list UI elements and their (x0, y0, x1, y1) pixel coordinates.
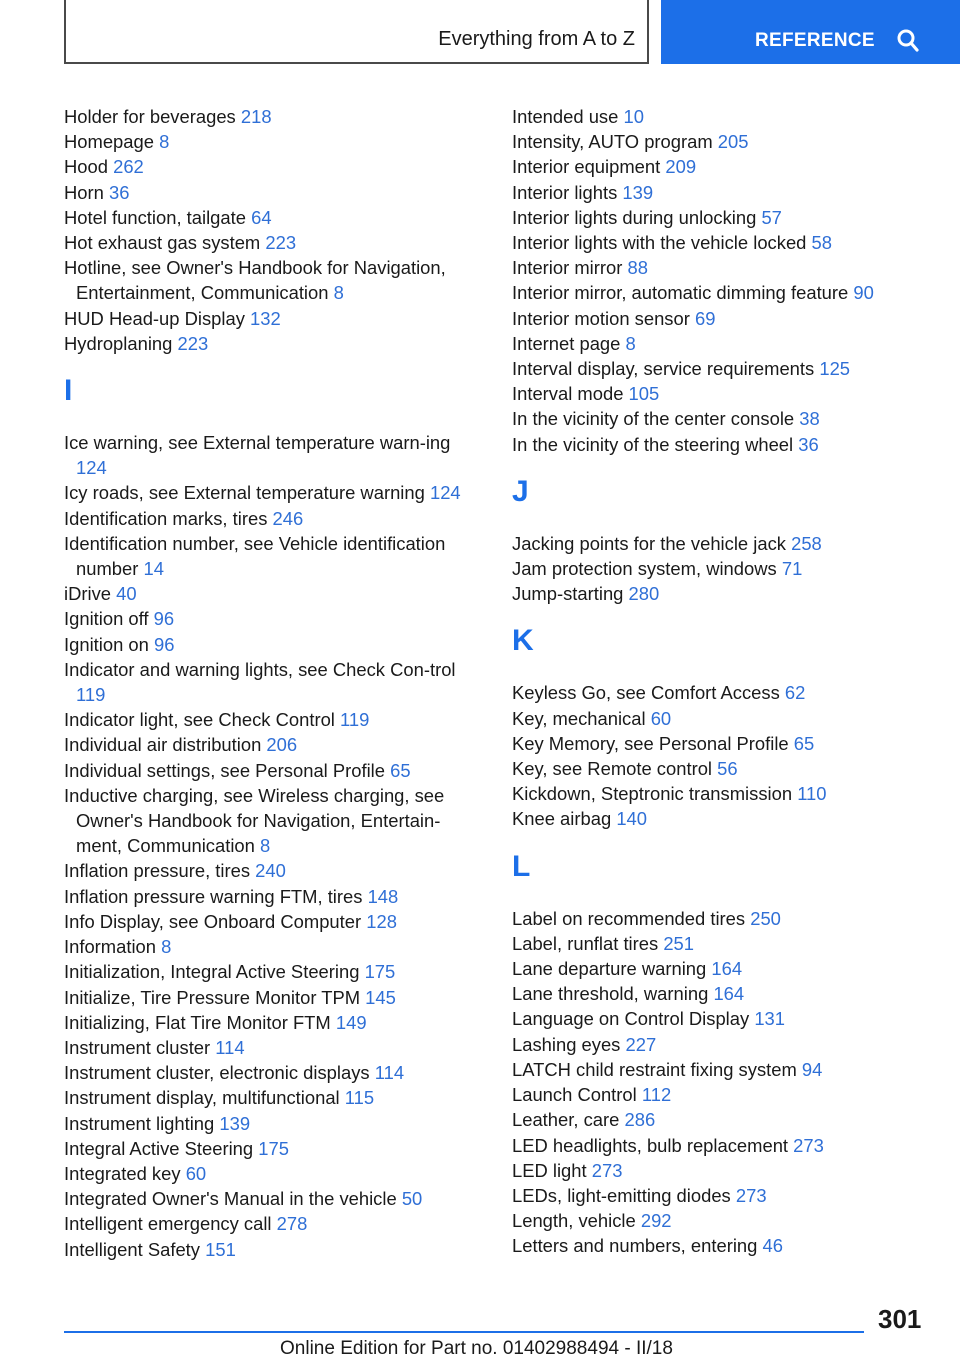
index-entry-text: Inflation pressure warning FTM, tires (64, 885, 363, 907)
page-link[interactable]: 145 (365, 986, 396, 1008)
page-link[interactable]: 227 (625, 1033, 657, 1055)
index-entry (64, 480, 484, 505)
index-entry-text: Instrument lighting (64, 1112, 215, 1134)
page-link[interactable]: 209 (665, 156, 697, 178)
page-link[interactable]: 273 (591, 1159, 623, 1181)
index-entry (512, 1032, 932, 1057)
index-entry (64, 581, 484, 606)
index-entry (512, 781, 932, 806)
index-entry-text: Length, vehicle (512, 1210, 636, 1232)
page-link[interactable]: 246 (272, 507, 304, 529)
page-link[interactable]: 60 (185, 1162, 207, 1184)
page-link[interactable]: 96 (153, 608, 175, 630)
index-entry (512, 806, 932, 831)
page-link[interactable]: 90 (853, 282, 874, 304)
index-letter-heading: K (512, 624, 534, 658)
index-entry (64, 632, 484, 657)
page-link[interactable]: 8 (159, 131, 170, 153)
page-link[interactable]: 119 (340, 709, 370, 731)
index-entry-text: Internet page (512, 332, 621, 354)
index-entry (64, 606, 484, 631)
index-entry-text: Hotline, see Owner's Handbook for Navigation, Entertainment, Communication (64, 257, 446, 304)
page-link[interactable]: 292 (640, 1210, 672, 1232)
page-link[interactable]: 262 (113, 156, 144, 178)
index-entry-text: Individual settings, see Personal Profile (64, 759, 385, 781)
index-entry-text: Homepage (64, 131, 154, 153)
index-entry-text: Launch Control (512, 1084, 637, 1106)
footer-divider (64, 1331, 864, 1333)
index-entry-text: Instrument cluster, electronic displays (64, 1062, 370, 1084)
index-entry (64, 732, 484, 757)
index-entry (64, 1161, 484, 1186)
page-link[interactable]: 62 (784, 682, 806, 704)
page-link[interactable]: 114 (374, 1062, 405, 1084)
index-letter-heading: I (64, 374, 73, 408)
page-link[interactable]: 56 (717, 758, 738, 780)
index-entry-text: Leather, care (512, 1109, 620, 1131)
index-entry (64, 506, 484, 531)
index-entry-text: Identification number, see Vehicle identification number (64, 532, 446, 580)
index-entry (512, 255, 932, 280)
page-link[interactable]: 140 (616, 808, 647, 830)
page-link[interactable]: 128 (366, 910, 397, 932)
index-entry (512, 306, 932, 331)
page-link[interactable]: 205 (717, 131, 749, 153)
index-entry (64, 306, 484, 331)
page-link[interactable]: 40 (116, 583, 137, 605)
index-entry-text: Integrated Owner's Manual in the vehicle (64, 1188, 397, 1210)
index-entry (512, 205, 932, 230)
index-entry-text: Lashing eyes (512, 1033, 621, 1055)
page-link[interactable]: 125 (819, 358, 851, 380)
index-entry (64, 884, 484, 909)
page-link[interactable]: 149 (335, 1011, 367, 1033)
index-entry-text: Kickdown, Steptronic transmission (512, 783, 793, 805)
index-entry (512, 381, 932, 406)
index-entry (512, 230, 932, 255)
index-entry-text: In the vicinity of the center console (512, 408, 795, 430)
page-link[interactable]: 273 (793, 1134, 824, 1156)
page-link[interactable]: 240 (255, 860, 286, 882)
index-entry (512, 180, 932, 205)
index-entry-text: Indicator light, see Check Control (64, 709, 335, 731)
page-link[interactable]: 164 (713, 983, 745, 1005)
index-entry-text: Letters and numbers, entering (512, 1235, 758, 1257)
page-link[interactable]: 139 (622, 181, 654, 203)
index-entry (64, 985, 484, 1010)
index-entry-text: Instrument cluster (64, 1036, 211, 1058)
page-number: 301 (878, 1304, 922, 1334)
index-entry (512, 1057, 932, 1082)
index-entry (64, 758, 484, 783)
index-letter-heading: J (512, 474, 529, 508)
index-entry (64, 531, 484, 581)
index-entry-text: Lane departure warning (512, 958, 707, 980)
page-link[interactable]: 71 (781, 558, 803, 580)
page-link[interactable]: 60 (650, 707, 672, 729)
page-link[interactable]: 36 (798, 433, 819, 455)
index-entry (64, 104, 484, 129)
page-link[interactable]: 278 (276, 1213, 308, 1235)
index-entry (64, 1085, 484, 1110)
header-section-tab[interactable] (661, 0, 960, 64)
page-link[interactable]: 273 (735, 1184, 767, 1206)
index-entry (512, 1158, 932, 1183)
index-entry (512, 406, 932, 431)
index-entry (64, 1237, 484, 1262)
page-link[interactable]: 223 (177, 332, 209, 354)
index-entry (64, 1035, 484, 1060)
index-entry-text: Hot exhaust gas system (64, 232, 261, 254)
index-column-right (512, 104, 932, 1259)
index-entry (512, 956, 932, 981)
section-label: REFERENCE (755, 30, 875, 51)
page-link[interactable]: 64 (251, 206, 272, 228)
page-link[interactable]: 8 (161, 936, 172, 958)
index-entry (64, 430, 484, 480)
header-title: Everything from A to Z (438, 28, 635, 50)
index-entry (512, 1208, 932, 1233)
index-entry-text: Indicator and warning lights, see Check Con-trol (64, 658, 456, 680)
page-link[interactable]: 65 (793, 732, 815, 754)
index-entry-text: Interior mirror, automatic dimming feature (512, 282, 849, 304)
index-entry (64, 657, 484, 707)
index-entry-text: Ice warning, see External temperature warn-ing (64, 432, 451, 454)
index-entry (512, 906, 932, 931)
page-link[interactable]: 131 (754, 1008, 786, 1030)
page-link[interactable]: 105 (628, 383, 660, 405)
page-link[interactable]: 110 (797, 783, 827, 805)
index-entry (64, 205, 484, 230)
page-link[interactable]: 164 (711, 958, 743, 980)
index-entry (512, 1183, 932, 1208)
header-title-box (64, 0, 649, 64)
index-entry-text: Language on Control Display (512, 1008, 750, 1030)
page-link[interactable]: 175 (364, 961, 396, 983)
search-icon[interactable] (897, 28, 919, 54)
index-entry (512, 432, 932, 457)
index-entry-text: Integrated key (64, 1162, 181, 1184)
index-entry-text: Information (64, 936, 156, 958)
page-link[interactable]: 286 (624, 1109, 656, 1131)
index-entry-text: Interval display, service requirements (512, 358, 815, 380)
index-entry (64, 783, 484, 859)
index-column-left (64, 104, 484, 1262)
page-link[interactable]: 132 (250, 307, 281, 329)
index-entry (512, 556, 932, 581)
index-entry-text: Icy roads, see External temperature warning (64, 482, 425, 504)
page-link[interactable]: 94 (801, 1058, 823, 1080)
page-link[interactable]: 50 (401, 1188, 423, 1210)
index-entry-text: Horn (64, 181, 104, 203)
page-link[interactable]: 151 (205, 1238, 236, 1260)
page-link[interactable]: 46 (762, 1235, 783, 1257)
index-entry-text: Individual air distribution (64, 734, 262, 756)
index-entry (64, 707, 484, 732)
page-link[interactable]: 10 (623, 106, 644, 127)
index-entry-text: Ignition off (64, 608, 149, 630)
page-link[interactable]: 65 (390, 759, 411, 781)
index-entry-text: Jam protection system, windows (512, 558, 777, 580)
index-entry-text: In the vicinity of the steering wheel (512, 433, 794, 455)
index-entry-text: iDrive (64, 583, 112, 605)
index-entry-text: Interior lights during unlocking (512, 206, 757, 228)
page-link[interactable]: 280 (628, 583, 660, 605)
index-entry (512, 706, 932, 731)
index-entry-text: Integral Active Steering (64, 1137, 254, 1159)
index-entry (512, 1133, 932, 1158)
index-entry-text: Ignition on (64, 633, 149, 655)
index-entry-text: Holder for beverages (64, 106, 236, 127)
index-entry-text: Interior lights (512, 181, 618, 203)
index-entry (512, 581, 932, 606)
page-link[interactable]: 124 (76, 457, 107, 479)
index-entry (512, 280, 932, 305)
index-entry-text: LATCH child restraint fixing system (512, 1058, 797, 1080)
index-entry (64, 1010, 484, 1035)
index-entry-text: Key, see Remote control (512, 758, 713, 780)
page-link[interactable]: 258 (791, 532, 822, 554)
index-entry-text: LEDs, light-emitting diodes (512, 1184, 731, 1206)
page-link[interactable]: 114 (215, 1036, 245, 1058)
page-link[interactable]: 14 (143, 558, 164, 580)
index-entry (512, 731, 932, 756)
index-entry-text: Keyless Go, see Comfort Access (512, 682, 780, 704)
page-link[interactable]: 36 (109, 181, 130, 203)
page-link[interactable]: 206 (266, 734, 298, 756)
index-entry (64, 1060, 484, 1085)
page-link[interactable]: 175 (258, 1137, 289, 1159)
index-entry-text: Label on recommended tires (512, 907, 746, 929)
index-entry (512, 154, 932, 179)
index-entry (64, 1136, 484, 1161)
index-entry-text: Key Memory, see Personal Profile (512, 732, 789, 754)
index-entry-text: Interior motion sensor (512, 307, 690, 329)
index-entry (64, 909, 484, 934)
index-entry (64, 129, 484, 154)
page-link[interactable]: 218 (240, 106, 272, 127)
index-entry-text: HUD Head-up Display (64, 307, 245, 329)
page-link[interactable]: 96 (154, 633, 175, 655)
index-entry-text: LED headlights, bulb replacement (512, 1134, 789, 1156)
index-entry-text: Intensity, AUTO program (512, 131, 713, 153)
footer-edition: Online Edition for Part no. 01402988494 - II/18 (280, 1338, 673, 1359)
index-entry (64, 934, 484, 959)
index-entry-text: Intended use (512, 106, 619, 127)
index-entry (64, 1186, 484, 1211)
index-entry (64, 1111, 484, 1136)
index-entry-text: Interval mode (512, 383, 624, 405)
index-entry-text: Interior mirror (512, 257, 623, 279)
page-link[interactable]: 119 (76, 684, 106, 706)
index-entry-text: Jacking points for the vehicle jack (512, 532, 786, 554)
page-link[interactable]: 139 (219, 1112, 251, 1134)
index-entry (512, 356, 932, 381)
index-letter-heading: L (512, 849, 531, 883)
page-link[interactable]: 251 (663, 932, 694, 954)
index-entry-text: Identification marks, tires (64, 507, 268, 529)
index-entry (64, 959, 484, 984)
index-entry (64, 154, 484, 179)
index-entry (512, 981, 932, 1006)
index-entry-text: Initialization, Integral Active Steering (64, 961, 360, 983)
page-link[interactable]: 69 (694, 307, 716, 329)
page-link[interactable]: 8 (260, 835, 271, 857)
page-link[interactable]: 115 (344, 1087, 375, 1109)
index-entry-text: Initialize, Tire Pressure Monitor TPM (64, 986, 361, 1008)
page-link[interactable]: 148 (367, 885, 399, 907)
page-link[interactable]: 8 (333, 282, 344, 304)
index-entry-text: Lane threshold, warning (512, 983, 709, 1005)
page-link[interactable]: 124 (429, 482, 461, 504)
page-link[interactable]: 8 (625, 332, 636, 354)
index-entry-text: Instrument display, multifunctional (64, 1087, 340, 1109)
index-entry (512, 104, 932, 129)
index-entry (512, 680, 932, 705)
index-entry (64, 331, 484, 356)
index-entry-text: Jump-starting (512, 583, 624, 605)
page-link[interactable]: 250 (750, 907, 781, 929)
index-entry (64, 1211, 484, 1236)
index-entry (512, 531, 932, 556)
page-link[interactable]: 223 (265, 232, 297, 254)
index-entry (64, 230, 484, 255)
index-entry-text: Inflation pressure, tires (64, 860, 251, 882)
index-entry-text: Hotel function, tailgate (64, 206, 246, 228)
index-entry (512, 129, 932, 154)
index-entry (64, 180, 484, 205)
index-entry-text: Inductive charging, see Wireless charging, see Owner's Handbook for Navigation, Entertain-ment, Communication (64, 784, 445, 857)
index-entry (64, 255, 484, 305)
index-entry-text: Info Display, see Onboard Computer (64, 910, 362, 932)
index-entry (512, 1233, 932, 1258)
page-link[interactable]: 57 (761, 206, 782, 228)
index-entry (64, 858, 484, 883)
index-entry-text: Label, runflat tires (512, 932, 659, 954)
index-entry (512, 756, 932, 781)
page-link[interactable]: 38 (799, 408, 820, 430)
index-entry (512, 1107, 932, 1132)
index-entry (512, 931, 932, 956)
index-entry-text: Interior equipment (512, 156, 661, 178)
index-entry-text: Knee airbag (512, 808, 612, 830)
index-entry-text: Hydroplaning (64, 332, 173, 354)
index-entry-text: Interior lights with the vehicle locked (512, 232, 807, 254)
index-entry-text: Initializing, Flat Tire Monitor FTM (64, 1011, 331, 1033)
index-entry (512, 331, 932, 356)
index-entry (512, 1006, 932, 1031)
index-entry-text: Intelligent Safety (64, 1238, 200, 1260)
index-entry (512, 1082, 932, 1107)
page-link[interactable]: 58 (811, 232, 832, 254)
index-entry-text: Intelligent emergency call (64, 1213, 272, 1235)
index-entry-text: Hood (64, 156, 108, 178)
index-entry-text: Key, mechanical (512, 707, 646, 729)
page-link[interactable]: 88 (627, 257, 648, 279)
page-link[interactable]: 112 (641, 1084, 672, 1106)
index-entry-text: LED light (512, 1159, 587, 1181)
